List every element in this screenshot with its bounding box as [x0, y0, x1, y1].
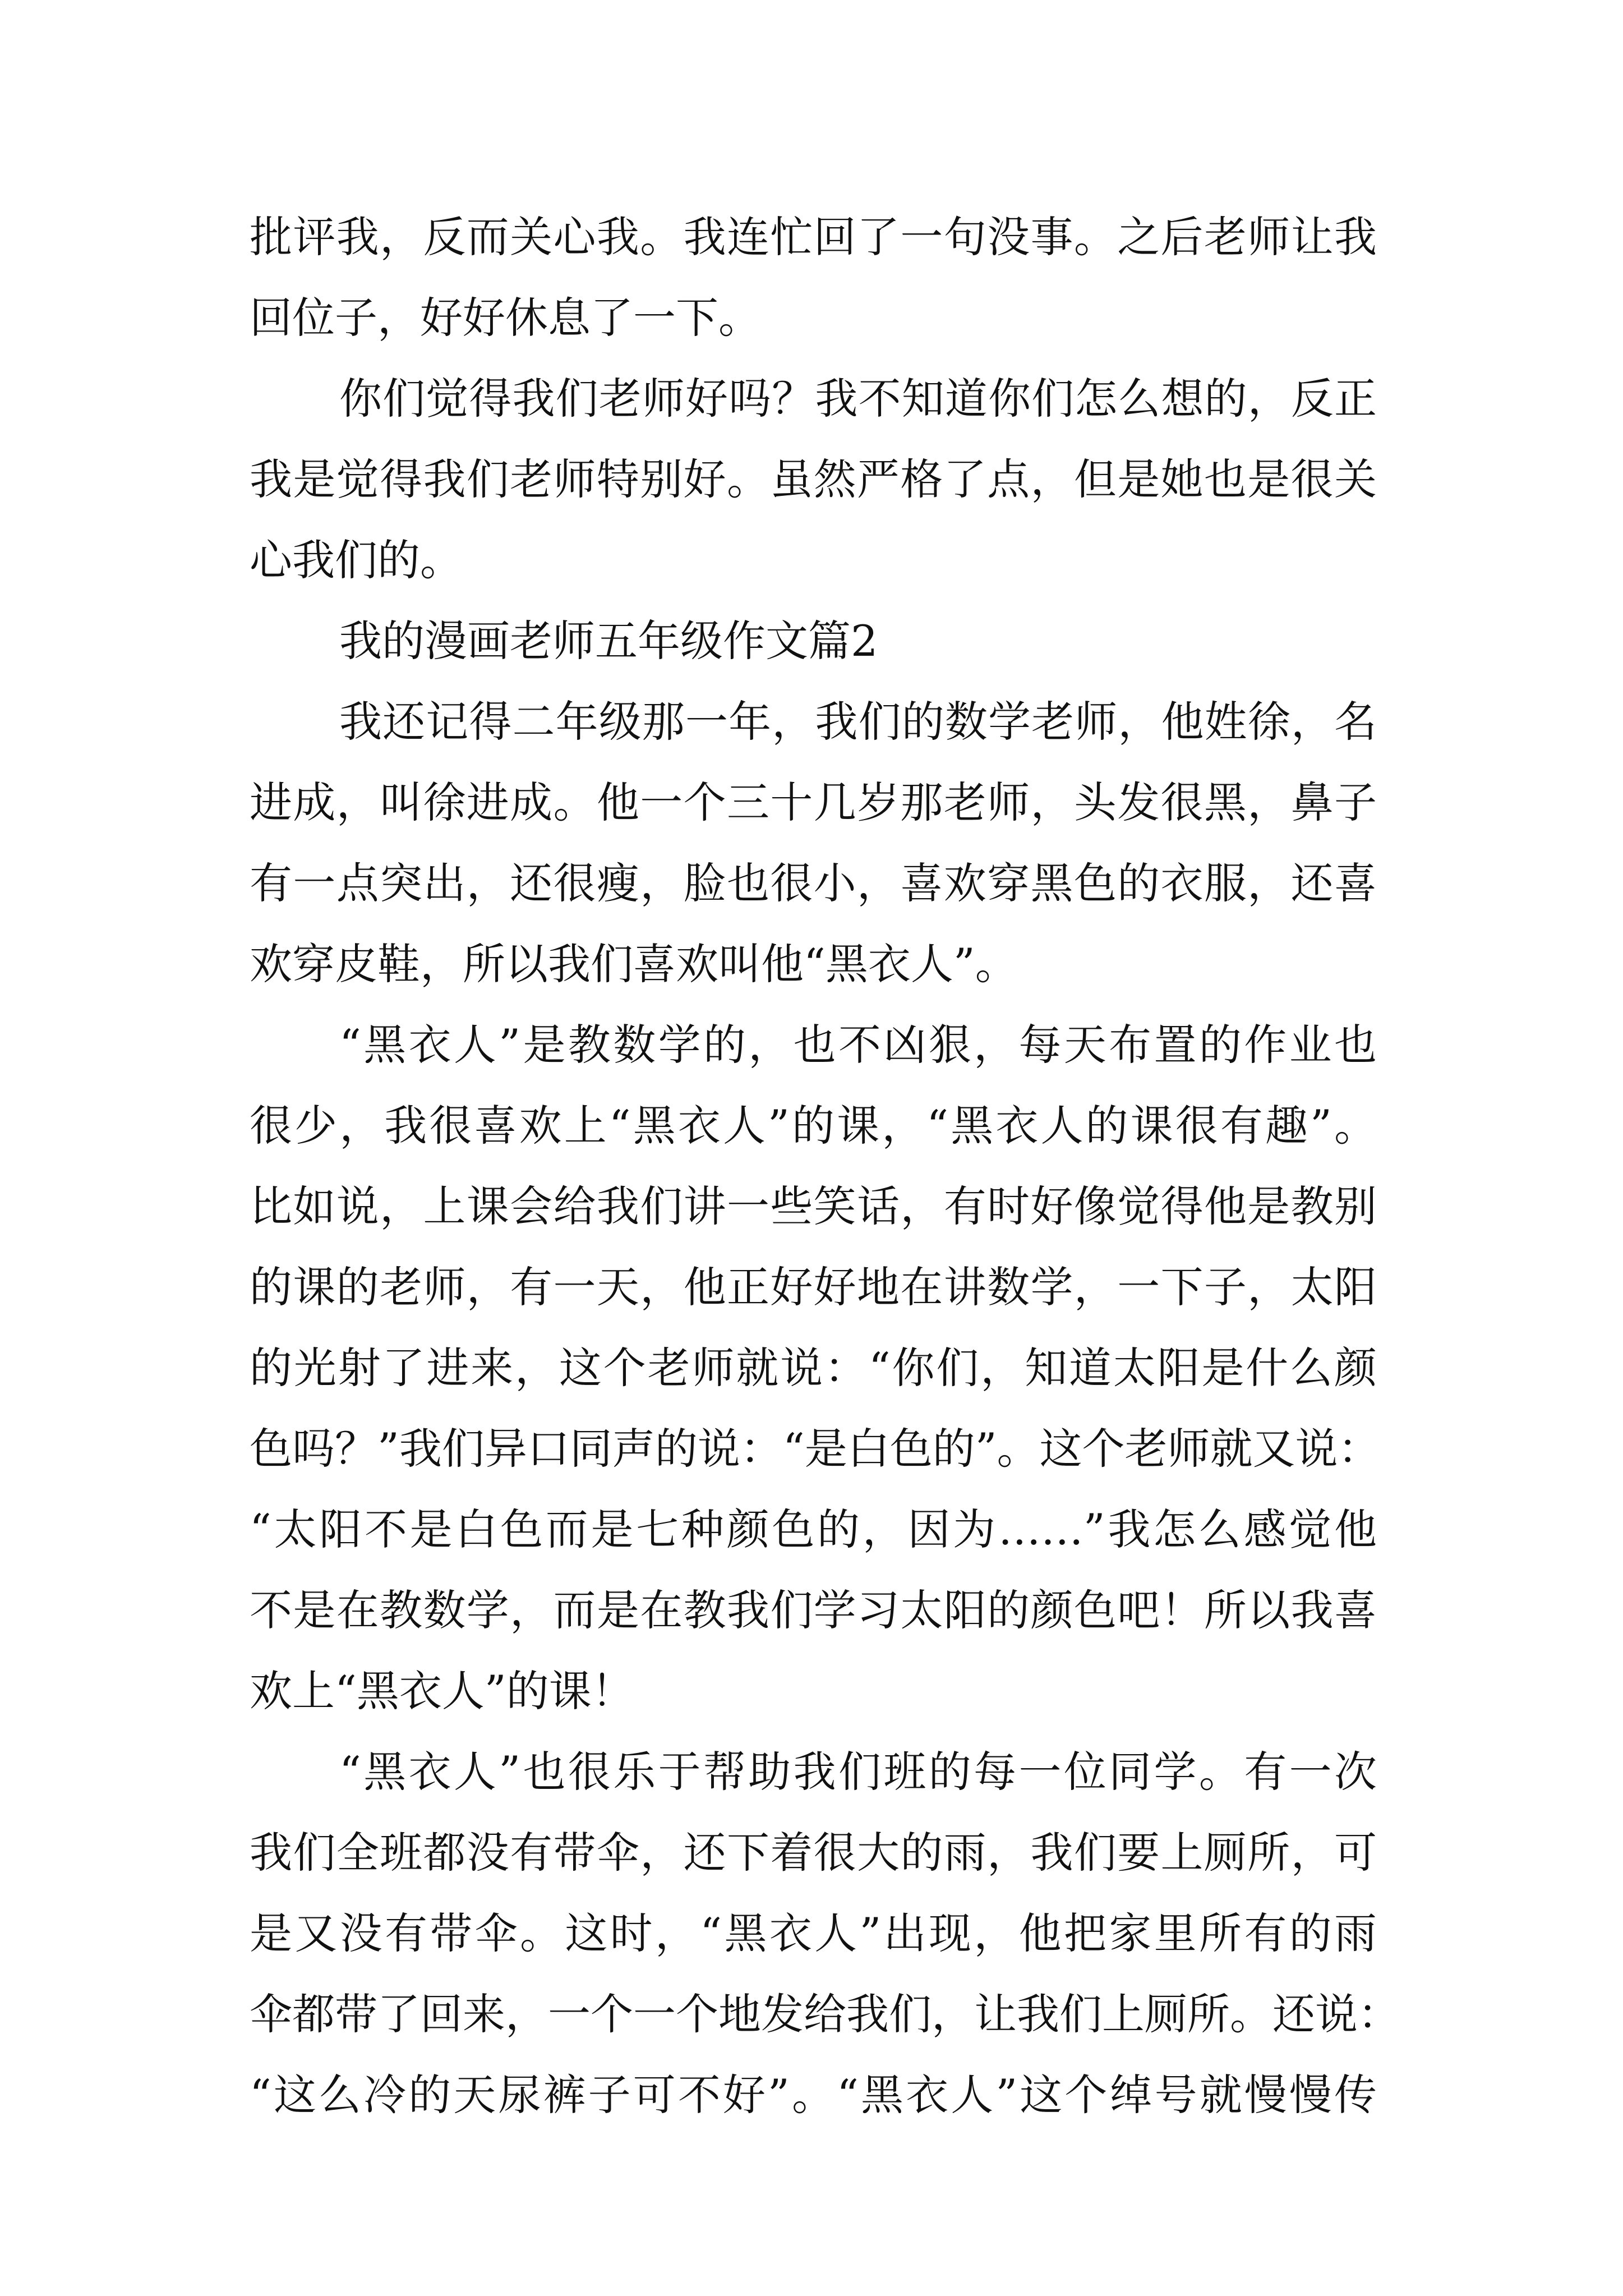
text-line: 心我们的。 [250, 535, 463, 585]
paragraph-first-line: 你们觉得我们老师好吗？我不知道你们怎么想的，反正 [339, 374, 1377, 424]
text-line: 欢穿皮鞋，所以我们喜欢叫他“黑衣人”。 [250, 939, 1018, 989]
text-line: “太阳不是白色而是七种颜色的，因为……”我怎么感觉他 [250, 1504, 1377, 1554]
text-line: 我是觉得我们老师特别好。虽然严格了点，但是她也是很关 [250, 454, 1377, 504]
text-line: 不是在教数学，而是在教我们学习太阳的颜色吧！所以我喜 [250, 1585, 1377, 1635]
text-line: 比如说，上课会给我们讲一些笑话，有时好像觉得他是教别 [250, 1181, 1377, 1231]
text-line: 色吗？”我们异口同声的说：“是白色的”。这个老师就又说： [250, 1424, 1381, 1474]
text-line: 伞都带了回来，一个一个地发给我们，让我们上厕所。还说： [250, 1989, 1400, 2039]
paragraph-first-line: “黑衣人”是教数学的，也不凶狠，每天布置的作业也 [339, 1020, 1377, 1070]
text-line: 的光射了进来，这个老师就说：“你们，知道太阳是什么颜 [250, 1343, 1377, 1393]
text-line: 进成，叫徐进成。他一个三十几岁那老师，头发很黑，鼻子 [250, 777, 1377, 827]
text-line: 我们全班都没有带伞，还下着很大的雨，我们要上厕所，可 [250, 1828, 1377, 1878]
text-line: “这么冷的天尿裤子可不好”。“黑衣人”这个绰号就慢慢传 [250, 2070, 1377, 2120]
paragraph-first-line: “黑衣人”也很乐于帮助我们班的每一位同学。有一次 [339, 1747, 1377, 1797]
section-heading: 我的漫画老师五年级作文篇2 [339, 616, 878, 666]
text-line: 欢上“黑衣人”的课！ [250, 1666, 634, 1716]
paragraph-first-line: 我还记得二年级那一年，我们的数学老师，他姓徐，名 [339, 697, 1377, 747]
text-line: 批评我，反而关心我。我连忙回了一句没事。之后老师让我 [250, 212, 1377, 262]
text-line: 很少，我很喜欢上“黑衣人”的课，“黑衣人的课很有趣”。 [250, 1101, 1377, 1151]
text-line: 回位子，好好休息了一下。 [250, 293, 761, 343]
text-line: 的课的老师，有一天，他正好好地在讲数学，一下子，太阳 [250, 1262, 1377, 1312]
text-line: 是又没有带伞。这时，“黑衣人”出现，他把家里所有的雨 [250, 1908, 1377, 1958]
text-line: 有一点突出，还很瘦，脸也很小，喜欢穿黑色的衣服，还喜 [250, 858, 1377, 908]
